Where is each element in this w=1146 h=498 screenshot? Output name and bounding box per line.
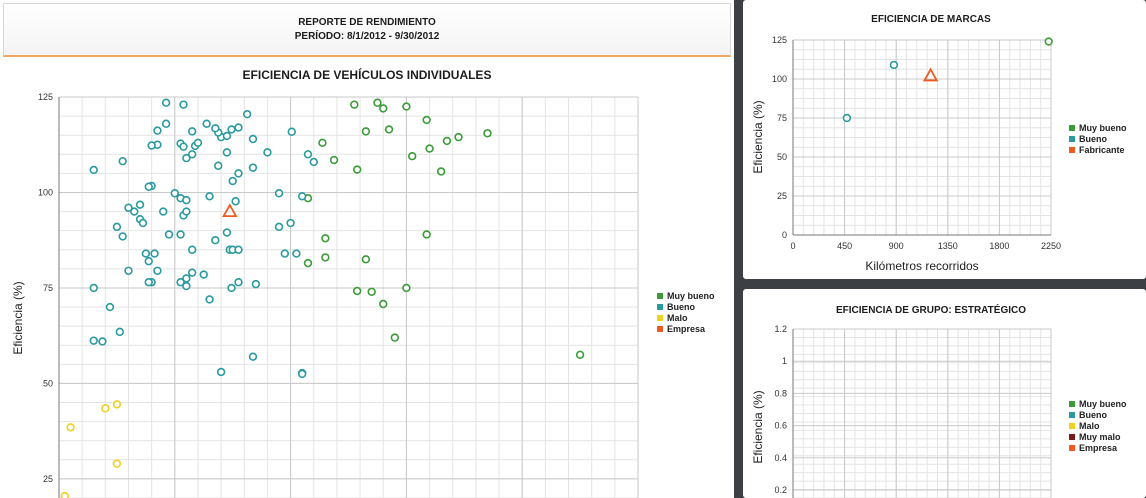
x-axis-label: Kilómetros recorridos [865, 259, 979, 273]
individual-point-very_good [362, 256, 369, 263]
y-tick-label: 0.4 [774, 452, 787, 463]
individual-point-good [142, 250, 149, 257]
individual-point-good [203, 120, 210, 127]
individual-point-good [163, 99, 170, 106]
individual-legend-label: Malo [667, 313, 688, 323]
individual-point-good [224, 133, 231, 140]
individual-point-very_good [322, 235, 329, 242]
individual-point-good [212, 237, 219, 244]
individual-point-very_good [391, 334, 398, 341]
individual-point-very_good [426, 145, 433, 152]
individual-point-very_good [403, 285, 410, 292]
individual-point-very_good [374, 99, 381, 106]
individual-point-good [250, 353, 257, 360]
individual-point-good [195, 139, 202, 146]
y-axis-label: Eficiencia (%) [751, 100, 765, 174]
individual-point-bad [67, 424, 74, 431]
individual-point-good [235, 246, 242, 253]
individual-point-good [114, 223, 121, 230]
group-efficiency-chart [743, 289, 1146, 498]
individual-point-good [180, 101, 187, 108]
y-tick-label: 75 [776, 113, 787, 123]
group-legend-label: Empresa [1079, 443, 1118, 453]
individual-point-very_good [403, 103, 410, 110]
individual-legend-label: Bueno [667, 302, 695, 312]
y-tick-label: 0.8 [774, 388, 787, 399]
individual-point-very_good [423, 231, 430, 238]
individual-point-very_good [319, 139, 326, 146]
y-tick-label: 25 [776, 191, 787, 201]
individual-point-good [189, 246, 196, 253]
x-tick-label: 450 [837, 241, 853, 251]
individual-point-good [160, 208, 167, 215]
group-legend-label: Muy malo [1079, 432, 1121, 442]
y-tick-label: 50 [776, 152, 787, 162]
individual-point-good [299, 193, 306, 200]
group-legend-swatch [1069, 401, 1075, 407]
individual-point-good [119, 158, 126, 165]
individual-point-very_good [409, 153, 416, 160]
x-tick-label: 2250 [1040, 241, 1062, 251]
individual-point-good [140, 220, 147, 227]
brand-chart-title: EFICIENCIA DE MARCAS [871, 14, 991, 25]
x-tick-label: 1350 [937, 241, 958, 251]
individual-point-very_good [423, 117, 430, 124]
individual-point-good [145, 279, 152, 286]
report-period: PERÍODO: 8/1/2012 - 9/30/2012 [294, 31, 440, 42]
brand-legend-swatch [1069, 136, 1075, 142]
individual-point-good [107, 304, 114, 311]
individual-point-very_good [484, 130, 491, 137]
individual-point-good [189, 269, 196, 276]
individual-point-good [145, 258, 152, 265]
group-legend-swatch [1069, 445, 1075, 451]
individual-point-very_good [455, 134, 462, 141]
y-tick-label: 25 [42, 473, 53, 484]
individual-point-very_good [331, 157, 338, 164]
individual-point-good [90, 337, 97, 344]
individual-point-good [252, 281, 259, 288]
individual-point-good [171, 190, 178, 197]
individual-point-very_good [354, 288, 361, 295]
individual-legend-swatch [657, 304, 663, 310]
individual-point-very_good [322, 254, 329, 261]
individual-legend-label: Empresa [667, 324, 706, 334]
individual-point-good [229, 178, 236, 185]
individual-point-good [235, 124, 242, 131]
y-tick-label: 1 [781, 356, 787, 367]
individual-point-good [276, 223, 283, 230]
group-legend-label: Muy bueno [1079, 399, 1127, 409]
y-axis-label: Eficiencia (%) [751, 390, 765, 464]
individual-point-good [264, 149, 271, 156]
individual-point-good [206, 193, 213, 200]
individual-point-good [166, 231, 173, 238]
individual-point-very_good [380, 301, 387, 308]
brand-legend-swatch [1069, 125, 1075, 131]
x-tick-label: 1800 [989, 241, 1010, 251]
individual-point-good [163, 120, 170, 127]
brand-legend-label: Bueno [1079, 134, 1107, 144]
individual-point-good [148, 142, 155, 149]
individual-point-good [287, 220, 294, 227]
individual-point-good [145, 183, 152, 190]
individual-point-good [206, 296, 213, 303]
individual-point-good [218, 369, 225, 376]
individual-point-good [244, 111, 251, 118]
individual-point-very_good [368, 288, 375, 295]
group-legend-label: Malo [1079, 421, 1100, 431]
individual-point-very_good [305, 260, 312, 267]
individual-legend-swatch [657, 293, 663, 299]
individual-point-good [183, 197, 190, 204]
individual-chart-title: EFICIENCIA DE VEHÍCULOS INDIVIDUALES [242, 68, 492, 82]
individual-point-good [154, 267, 161, 274]
individual-point-good [154, 127, 161, 134]
y-tick-label: 0 [781, 230, 787, 240]
report-title: REPORTE DE RENDIMIENTO [298, 17, 436, 28]
brand-efficiency-chart [743, 0, 1146, 279]
individual-point-good [215, 162, 222, 169]
individual-point-very_good [354, 166, 361, 173]
individual-point-good [90, 285, 97, 292]
x-tick-label: 0 [790, 241, 796, 251]
individual-point-bad [114, 460, 121, 467]
individual-point-good [125, 267, 132, 274]
individual-point-good [281, 250, 288, 257]
individual-point-very_good [577, 351, 584, 358]
x-tick-label: 900 [888, 241, 904, 251]
group-legend-swatch [1069, 423, 1075, 429]
individual-point-good [116, 328, 123, 335]
individual-point-good [224, 229, 231, 236]
y-tick-label: 100 [771, 74, 787, 84]
individual-point-good [288, 128, 295, 135]
group-efficiency-panel [743, 289, 1146, 498]
individual-point-good [235, 170, 242, 177]
y-tick-label: 1.2 [774, 324, 787, 334]
group-legend-label: Bueno [1079, 410, 1107, 420]
individual-point-good [99, 338, 106, 345]
individual-point-very_good [438, 168, 445, 175]
individual-point-company [224, 205, 236, 216]
individual-point-good [224, 149, 231, 156]
individual-point-very_good [386, 126, 393, 133]
individual-legend-swatch [657, 315, 663, 321]
brand-efficiency-panel [743, 0, 1146, 279]
individual-point-bad [102, 405, 109, 412]
brand-point-good [843, 115, 850, 122]
y-tick-label: 75 [42, 282, 53, 293]
y-axis-label: Eficiencia (%) [11, 281, 25, 355]
individual-legend-label: Muy bueno [667, 291, 715, 301]
y-tick-label: 0.6 [774, 420, 787, 431]
individual-point-very_good [380, 105, 387, 112]
individual-point-good [189, 128, 196, 135]
individual-point-very_good [444, 138, 451, 145]
individual-point-good [250, 136, 257, 143]
individual-point-bad [114, 401, 121, 408]
individual-legend-swatch [657, 326, 663, 332]
individual-point-good [250, 164, 257, 171]
individual-point-good [235, 279, 242, 286]
y-tick-label: 125 [37, 92, 53, 102]
group-legend-swatch [1069, 412, 1075, 418]
y-tick-label: 0.2 [774, 485, 787, 495]
brand-point-very_good [1045, 38, 1052, 45]
group-legend-swatch [1069, 434, 1075, 440]
individual-point-good [183, 283, 190, 290]
individual-point-good [131, 208, 138, 215]
individual-point-very_good [362, 128, 369, 135]
individual-point-good [183, 208, 190, 215]
brand-point-good [891, 62, 898, 69]
individual-point-good [305, 151, 312, 158]
individual-point-good [137, 201, 144, 208]
individual-point-good [310, 159, 317, 166]
individual-point-very_good [351, 101, 358, 108]
brand-legend-swatch [1069, 147, 1075, 153]
y-tick-label: 50 [42, 378, 53, 389]
individual-point-good [151, 250, 158, 257]
brand-legend-label: Muy bueno [1079, 123, 1127, 133]
individual-point-good [299, 370, 306, 377]
individual-point-good [228, 285, 235, 292]
individual-point-good [180, 143, 187, 150]
individual-point-bad [61, 493, 68, 498]
individual-point-good [200, 271, 207, 278]
individual-point-good [276, 190, 283, 197]
individual-point-good [90, 167, 97, 174]
brand-legend-label: Fabricante [1079, 145, 1125, 155]
individual-point-good [232, 198, 239, 205]
y-tick-label: 125 [771, 35, 787, 45]
individual-point-good [228, 126, 235, 133]
group-chart-title: EFICIENCIA DE GRUPO: ESTRATÉGICO [835, 305, 1027, 316]
individual-point-good [293, 250, 300, 257]
individual-point-good [177, 231, 184, 238]
individual-point-good [212, 125, 219, 132]
individual-point-good [119, 233, 126, 240]
individual-point-good [183, 155, 190, 162]
y-tick-label: 100 [37, 187, 53, 198]
